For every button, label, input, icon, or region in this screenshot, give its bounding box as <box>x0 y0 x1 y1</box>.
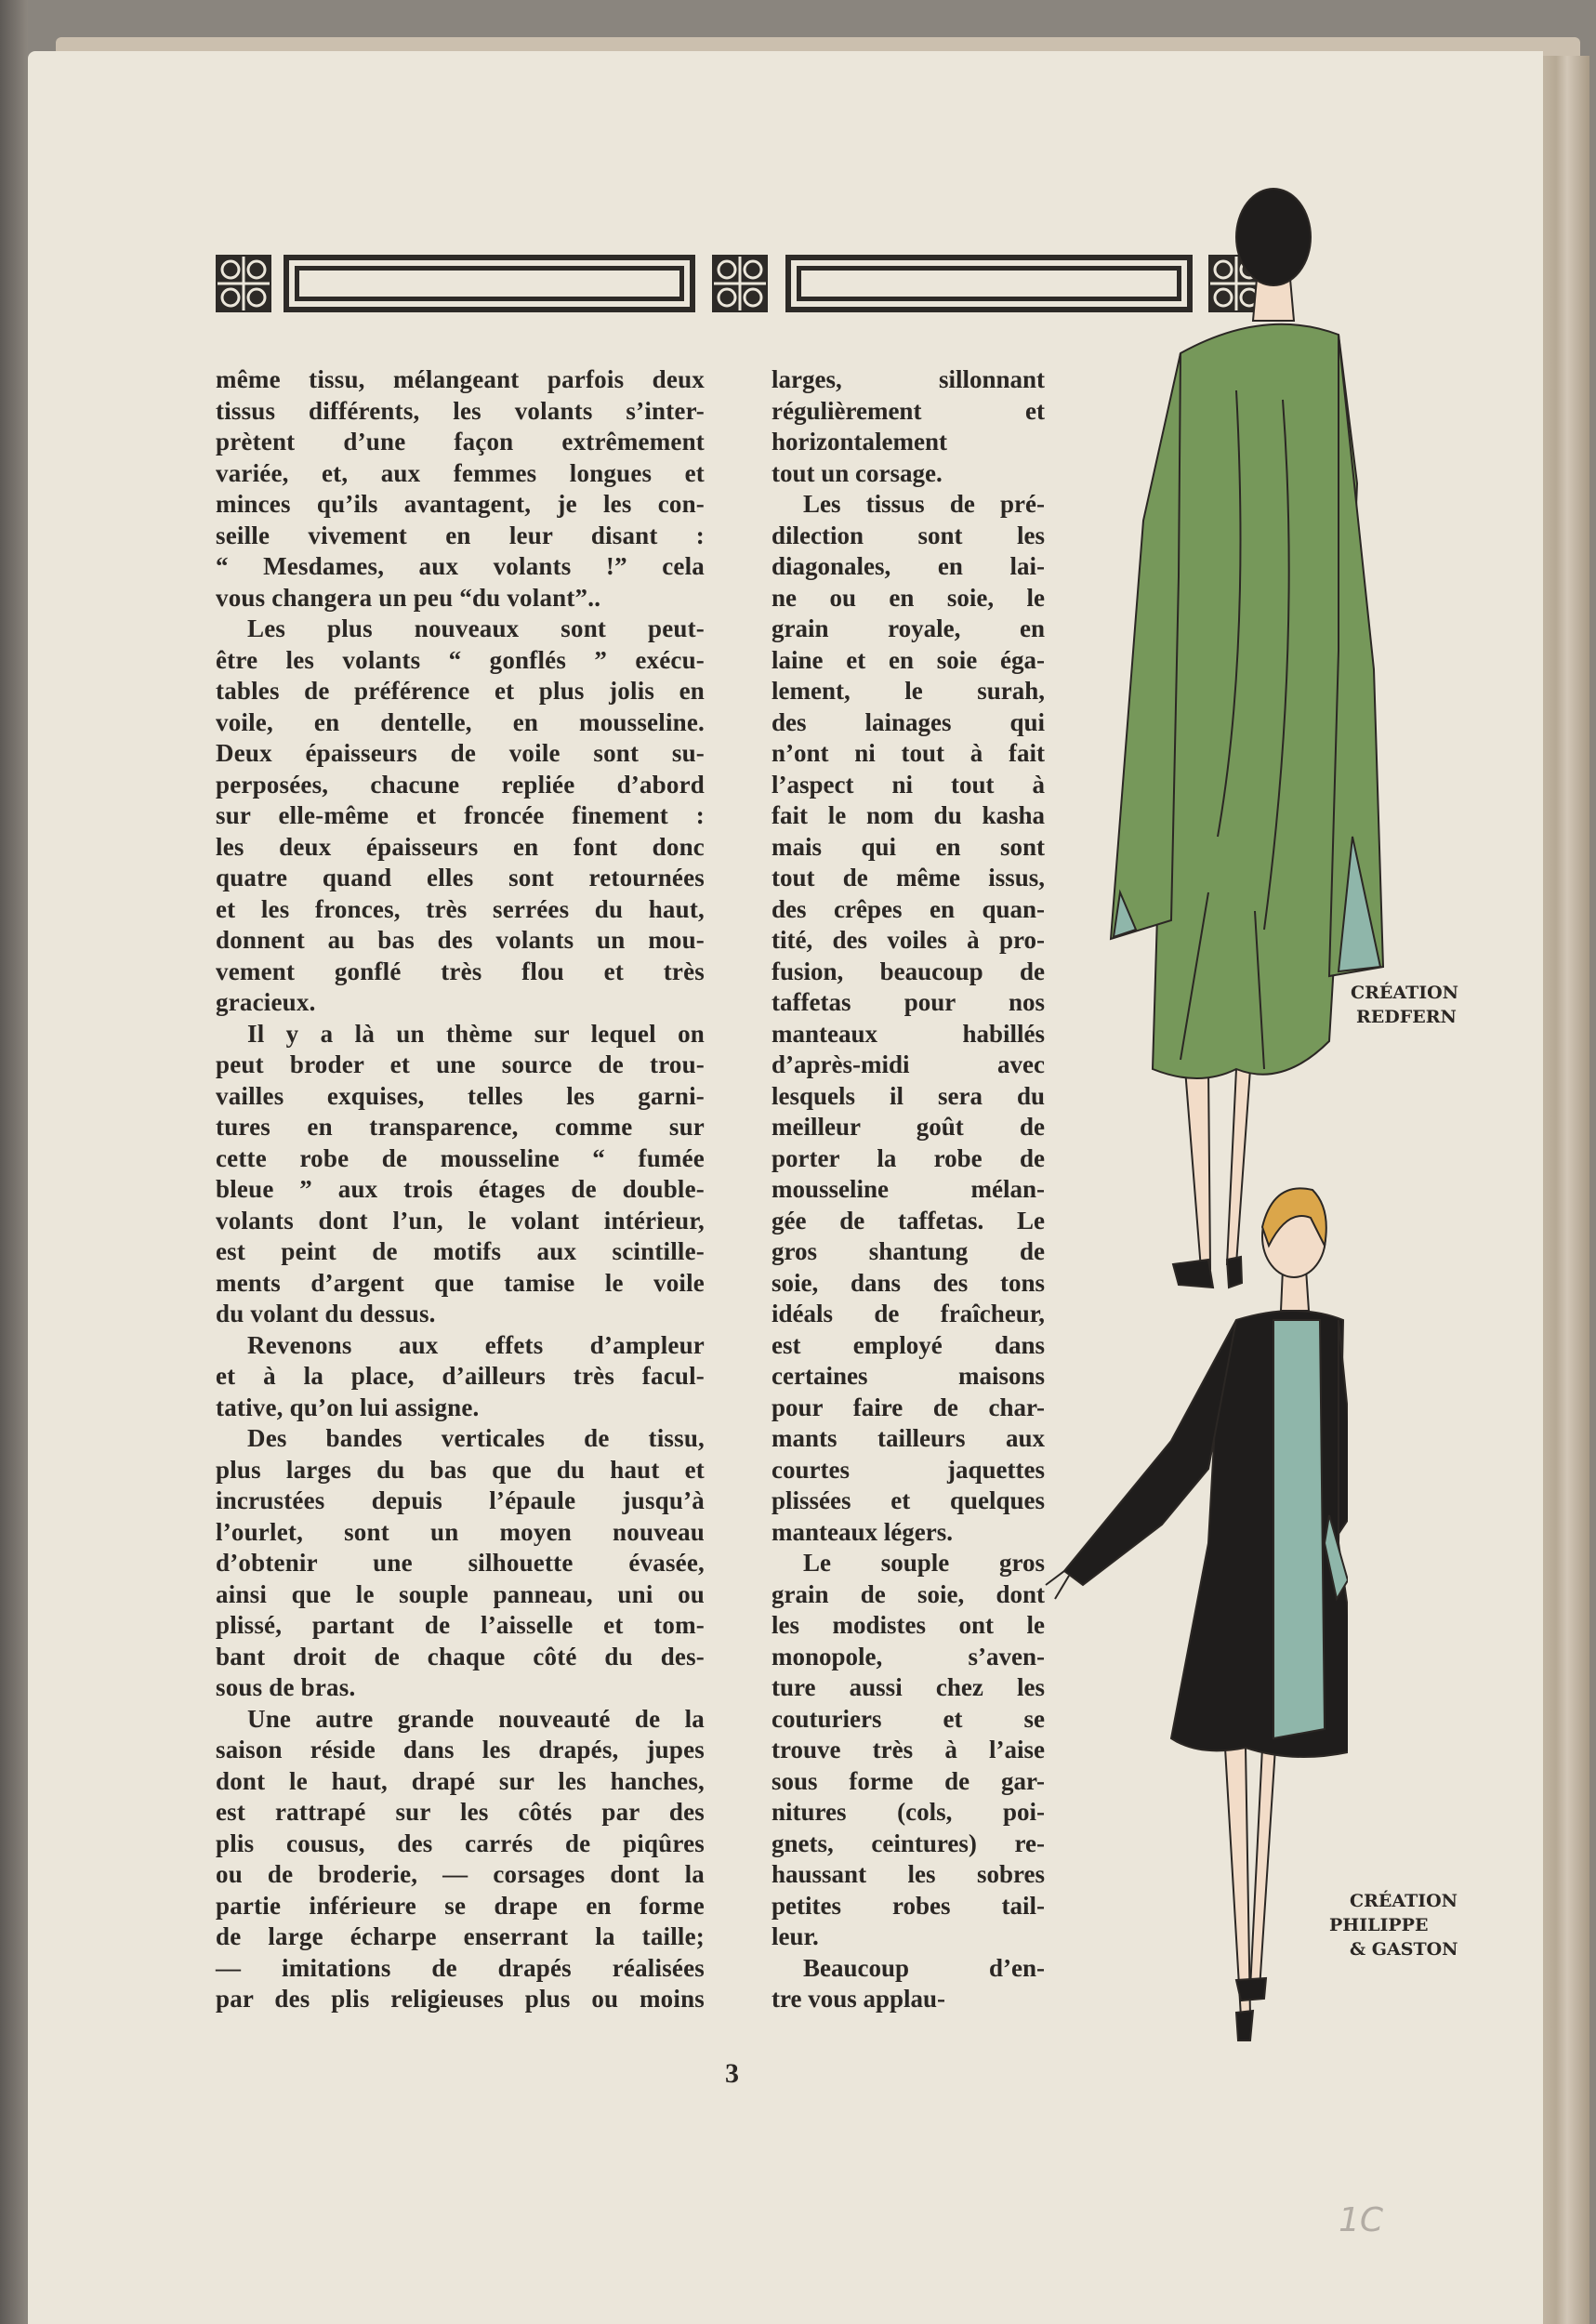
text-line: plissé, partant de l’aisselle et tom- <box>216 1611 705 1639</box>
caption-creation-philippe-gaston <box>1329 1889 1458 1961</box>
article-column-middle <box>772 364 1045 2015</box>
text-line: prètent d’une façon extrêmement <box>216 428 705 456</box>
text-line: plis cousus, des carrés de piqûres <box>216 1829 705 1857</box>
text-line: petites robes tail- <box>772 1891 1045 1920</box>
text-line: saison réside dans les drapés, jupes <box>216 1736 705 1763</box>
text-line: nitures (cols, poi- <box>772 1798 1045 1826</box>
celtic-knot-ornament-icon <box>216 255 271 312</box>
text-line: gros shantung de <box>772 1237 1045 1265</box>
text-line: diagonales, en lai- <box>772 552 1045 580</box>
text-line: mants tailleurs aux <box>772 1424 1045 1452</box>
page-number: 3 <box>725 2058 739 2089</box>
text-line: manteaux habillés <box>772 1019 1045 1048</box>
text-line: mais qui en sont <box>772 832 1045 861</box>
text-line: tre vous applau- <box>772 1985 946 2013</box>
text-line: vailles exquises, telles les garni- <box>216 1081 705 1110</box>
text-line: tissus différents, les volants s’inter- <box>216 396 705 425</box>
text-line: lesquels il sera du <box>772 1081 1045 1110</box>
text-line: minces qu’ils avantagent, je les con- <box>216 490 705 518</box>
text-line: “ Mesdames, aux volants !” cela <box>216 552 705 580</box>
text-line: tout de même issus, <box>772 864 1045 891</box>
text-line: gracieux. <box>216 988 316 1016</box>
text-line: sous forme de gar- <box>772 1766 1045 1795</box>
caption-line: PHILIPPE <box>1329 1915 1429 1935</box>
text-line: manteaux légers. <box>772 1517 953 1546</box>
text-line: même tissu, mélangeant parfois deux <box>216 365 705 393</box>
text-line: certaines maisons <box>772 1362 1045 1390</box>
text-line: des lainages qui <box>772 707 1045 736</box>
caption-line: CRÉATION <box>1351 983 1459 1003</box>
text-line: donnent au bas des volants un mou- <box>216 926 705 954</box>
text-line: et les fronces, très serrées du haut, <box>216 894 705 923</box>
text-line: sous de bras. <box>216 1673 356 1701</box>
text-line: de large écharpe enserrant la taille; <box>216 1922 705 1950</box>
text-line: ments d’argent que tamise le voile <box>216 1268 705 1297</box>
text-line: variée, et, aux femmes longues et <box>216 458 705 487</box>
text-line: d’obtenir une silhouette évasée, <box>216 1549 705 1577</box>
text-line: bleue ” aux trois étages de double- <box>216 1175 705 1203</box>
text-line: porter la robe de <box>772 1143 1045 1172</box>
text-line: Il y a là un thème sur lequel on <box>247 1019 705 1048</box>
text-line: dont le haut, drapé sur les hanches, <box>216 1766 705 1795</box>
text-line: gnets, ceintures) re- <box>772 1829 1045 1857</box>
text-line: taffetas pour nos <box>772 988 1045 1016</box>
text-line: tité, des voiles à pro- <box>772 926 1045 954</box>
text-line: plus larges du bas que du haut et <box>216 1455 705 1484</box>
text-line: seille vivement en leur disant : <box>216 521 705 549</box>
text-line: des crêpes en quan- <box>772 894 1045 923</box>
text-line: grain de soie, dont <box>772 1579 1045 1608</box>
text-line: Les plus nouveaux sont peut- <box>247 614 705 642</box>
text-line: partie inférieure se drape en forme <box>216 1891 705 1920</box>
text-line: du volant du dessus. <box>216 1300 436 1327</box>
text-line: perposées, chacune repliée d’abord <box>216 770 705 799</box>
book-spine <box>0 0 28 2324</box>
illustration-black-dress-philippe-gaston <box>1041 1167 1348 2050</box>
text-line: d’après-midi avec <box>772 1050 1045 1078</box>
text-line: ne ou en soie, le <box>772 583 1045 612</box>
text-line: meilleur goût de <box>772 1113 1045 1141</box>
text-line: est employé dans <box>772 1330 1045 1359</box>
text-line: tative, qu’on lui assigne. <box>216 1393 480 1421</box>
text-line: volants dont l’un, le volant intérieur, <box>216 1206 705 1235</box>
text-line: peut broder et une source de trou- <box>216 1050 705 1078</box>
text-line: l’aspect ni tout à <box>772 770 1045 799</box>
text-line: lement, le surah, <box>772 677 1045 705</box>
text-line: Deux épaisseurs de voile sont su- <box>216 739 705 767</box>
pencil-annotation: 1C <box>1339 2201 1384 2239</box>
text-line: incrustées depuis l’épaule jusqu’à <box>216 1486 705 1514</box>
caption-line: REDFERN <box>1356 1007 1457 1027</box>
text-line: fait le nom du kasha <box>772 801 1045 829</box>
text-line: les modistes ont le <box>772 1611 1045 1639</box>
text-line: couturiers et se <box>772 1704 1045 1733</box>
text-line: Le souple gros <box>803 1549 1045 1577</box>
text-line: être les volants “ gonflés ” exécu- <box>216 645 705 674</box>
text-line: régulièrement et <box>772 396 1045 425</box>
text-line: Des bandes verticales de tissu, <box>247 1424 705 1452</box>
text-line: ainsi que le souple panneau, uni ou <box>216 1579 705 1608</box>
text-line: monopole, s’aven- <box>772 1642 1045 1670</box>
text-line: Revenons aux effets d’ampleur <box>247 1330 705 1359</box>
text-line: l’ourlet, sont un moyen nouveau <box>216 1517 705 1546</box>
text-line: fusion, beaucoup de <box>772 957 1045 985</box>
text-line: voile, en dentelle, en mousseline. <box>216 707 705 736</box>
text-line: cette robe de mousseline “ fumée <box>216 1143 705 1172</box>
text-line: larges, sillonnant <box>772 365 1045 393</box>
text-line: quatre quand elles sont retournées <box>216 864 705 891</box>
text-line: idéals de fraîcheur, <box>772 1300 1045 1327</box>
text-line: les deux épaisseurs en font donc <box>216 832 705 861</box>
text-line: dilection sont les <box>772 521 1045 549</box>
text-line: par des plis religieuses plus ou moins <box>216 1985 705 2013</box>
illustration-green-dress-redfern <box>1069 167 1385 1311</box>
text-line: grain royale, en <box>772 614 1045 642</box>
text-line: Les tissus de pré- <box>803 490 1045 518</box>
text-line: laine et en soie éga- <box>772 645 1045 674</box>
text-line: trouve très à l’aise <box>772 1736 1045 1763</box>
text-line: plissées et quelques <box>772 1486 1045 1514</box>
text-line: pour faire de char- <box>772 1393 1045 1421</box>
ornament-frame <box>284 255 695 312</box>
text-line: est rattrapé sur les côtés par des <box>216 1798 705 1826</box>
text-line: bant droit de chaque côté du des- <box>216 1642 705 1670</box>
text-line: leur. <box>772 1922 819 1950</box>
text-line: haussant les sobres <box>772 1860 1045 1888</box>
article-column-left <box>216 364 705 2015</box>
text-line: vement gonflé très flou et très <box>216 957 705 985</box>
caption-line: CRÉATION <box>1350 1891 1458 1911</box>
text-line: tures en transparence, comme sur <box>216 1113 705 1141</box>
text-line: tout un corsage. <box>772 458 943 487</box>
text-line: Une autre grande nouveauté de la <box>247 1704 705 1733</box>
text-line: horizontalement <box>772 428 947 456</box>
text-line: est peint de motifs aux scintille- <box>216 1237 705 1265</box>
celtic-knot-ornament-icon <box>712 255 768 312</box>
text-line: et à la place, d’ailleurs très facul- <box>216 1362 705 1390</box>
text-line: mousseline mélan- <box>772 1175 1045 1203</box>
text-line: gée de taffetas. Le <box>772 1206 1045 1235</box>
text-line: sur elle-même et froncée finement : <box>216 801 705 829</box>
text-line: Beaucoup d’en- <box>803 1953 1045 1982</box>
text-line: soie, dans des tons <box>772 1268 1045 1297</box>
text-line: courtes jaquettes <box>772 1455 1045 1484</box>
caption-line: & GASTON <box>1350 1939 1458 1960</box>
text-line: vous changera un peu “du volant”.. <box>216 583 601 612</box>
text-line: tables de préférence et plus jolis en <box>216 677 705 705</box>
caption-creation-redfern <box>1351 981 1458 1029</box>
text-line: n’ont ni tout à fait <box>772 739 1045 767</box>
text-line: ture aussi chez les <box>772 1673 1045 1701</box>
text-line: ou de broderie, — corsages dont la <box>216 1860 705 1888</box>
text-line: — imitations de drapés réalisées <box>216 1953 705 1982</box>
